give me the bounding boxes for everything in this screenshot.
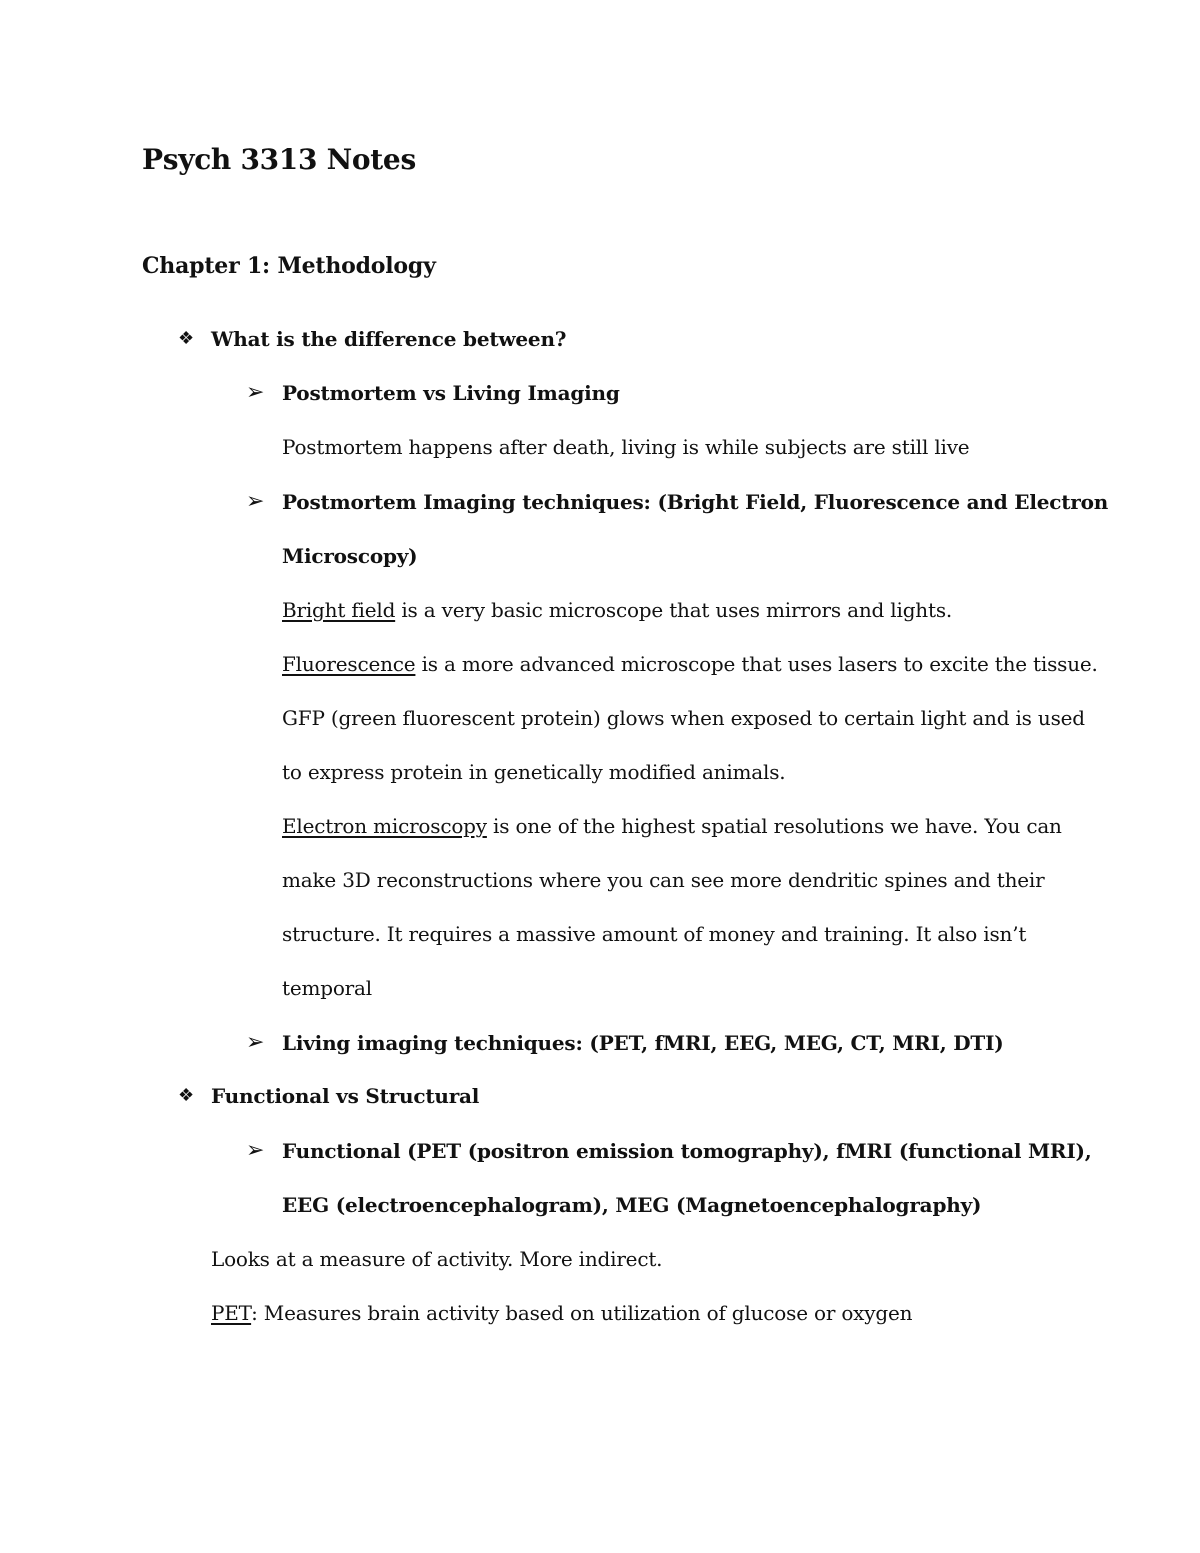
paragraph-line: to express protein in genetically modified animals.: [282, 760, 786, 784]
term-underlined: Electron microscopy: [282, 814, 487, 838]
paragraph-line: Looks at a measure of activity. More indirect.: [211, 1247, 663, 1271]
term-description: is one of the highest spatial resolutions we have. You can: [486, 814, 1062, 838]
subheading-continued: Microscopy): [282, 544, 418, 568]
paragraph-line: GFP (green fluorescent protein) glows when exposed to certain light and is used: [282, 706, 1085, 730]
chapter-heading: Chapter 1: Methodology: [142, 253, 436, 279]
term-underlined: Fluorescence: [282, 652, 416, 676]
term-underlined: PET: [211, 1301, 252, 1325]
paragraph-line: [282, 596, 952, 624]
arrow-bullet-icon: ➢: [246, 1138, 265, 1163]
paragraph-line: [211, 1299, 912, 1327]
paragraph-line: structure. It requires a massive amount of money and training. It also isn’t: [282, 922, 1027, 946]
arrow-bullet-icon: ➢: [246, 380, 265, 405]
term-description: : Measures brain activity based on utilization of glucose or oxygen: [251, 1301, 913, 1325]
term-underlined: Bright field: [282, 598, 396, 622]
document-title: Psych 3313 Notes: [142, 143, 416, 176]
paragraph-line: Postmortem happens after death, living is while subjects are still live: [282, 435, 970, 459]
subheading: Living imaging techniques: (PET, fMRI, EEG, MEG, CT, MRI, DTI): [282, 1031, 1004, 1055]
term-description: is a more advanced microscope that uses lasers to excite the tissue.: [415, 652, 1098, 676]
paragraph-line: [282, 650, 1098, 678]
arrow-bullet-icon: ➢: [246, 489, 265, 514]
subheading: Postmortem Imaging techniques: (Bright Field, Fluorescence and Electron: [282, 490, 1109, 514]
arrow-bullet-icon: ➢: [246, 1030, 265, 1055]
diamond-bullet-icon: ❖: [178, 328, 195, 349]
subheading: Functional (PET (positron emission tomography), fMRI (functional MRI),: [282, 1139, 1092, 1163]
subheading: Postmortem vs Living Imaging: [282, 381, 620, 405]
paragraph-line: make 3D reconstructions where you can see more dendritic spines and their: [282, 868, 1045, 892]
paragraph-line: temporal: [282, 976, 372, 1000]
question-heading: What is the difference between?: [211, 327, 567, 351]
subheading-continued: EEG (electroencephalogram), MEG (Magnetoencephalography): [282, 1193, 982, 1217]
term-description: is a very basic microscope that uses mirrors and lights.: [395, 598, 953, 622]
question-heading: Functional vs Structural: [211, 1084, 480, 1108]
paragraph-line: [282, 812, 1062, 840]
diamond-bullet-icon: ❖: [178, 1085, 195, 1106]
